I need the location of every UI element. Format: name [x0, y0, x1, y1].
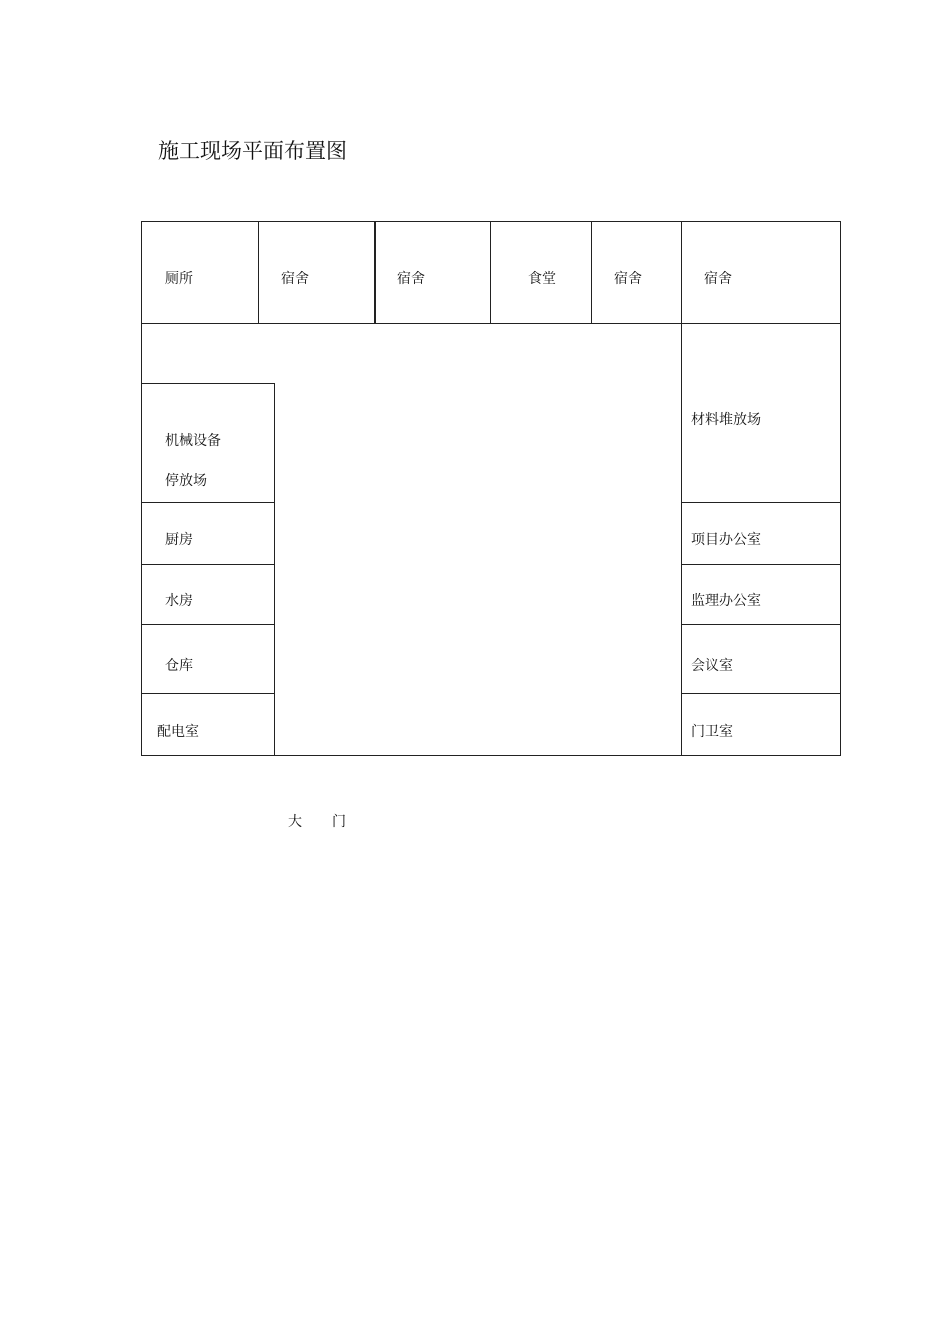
- kitchen-room: [141, 502, 275, 565]
- gate-char-2: 门: [332, 814, 346, 830]
- supervision-office-label: 监理办公室: [691, 593, 761, 609]
- dormitory-room-1: [258, 221, 376, 324]
- water-room: [141, 564, 275, 625]
- dormitory-room-2: [374, 221, 491, 324]
- guard-room-label: 门卫室: [691, 724, 733, 740]
- page-title: 施工现场平面布置图: [158, 139, 347, 163]
- main-gate-label: [288, 813, 346, 831]
- warehouse-label: 仓库: [165, 658, 193, 674]
- warehouse-room: [141, 624, 275, 694]
- machinery-label-line-2: 停放场: [165, 473, 207, 489]
- kitchen-label: 厨房: [165, 532, 193, 548]
- toilet-room: [141, 221, 259, 324]
- site-plan: [141, 221, 841, 756]
- dormitory-label-4: 宿舍: [704, 271, 732, 287]
- canteen-label: 食堂: [528, 271, 556, 287]
- toilet-label: 厕所: [165, 271, 193, 287]
- power-room-label: 配电室: [157, 724, 199, 740]
- dormitory-label-2: 宿舍: [397, 271, 425, 287]
- water-room-label: 水房: [165, 593, 193, 609]
- dormitory-label-1: 宿舍: [281, 271, 309, 287]
- gate-char-1: 大: [288, 814, 302, 830]
- machinery-label-line-1: 机械设备: [165, 433, 221, 449]
- meeting-room-label: 会议室: [691, 658, 733, 674]
- machinery-parking-label: [165, 421, 221, 501]
- material-yard-label: 材料堆放场: [691, 412, 761, 428]
- project-office-label: 项目办公室: [691, 532, 761, 548]
- dormitory-label-3: 宿舍: [614, 271, 642, 287]
